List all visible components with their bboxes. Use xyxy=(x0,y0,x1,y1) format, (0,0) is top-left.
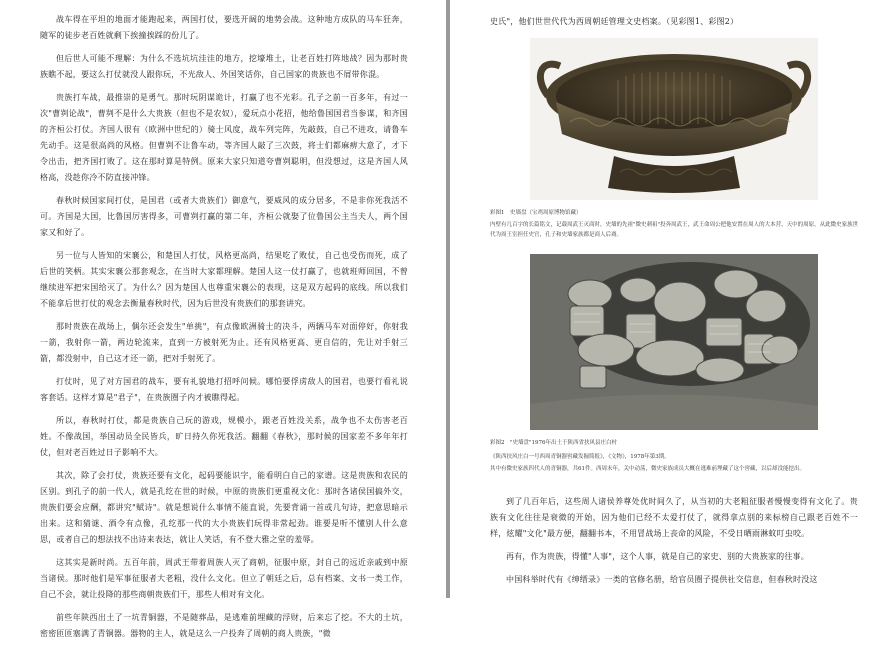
paragraph: 到了几百年后，这些周人诸侯养尊处优时间久了，从当初的大老粗征服者慢慢变得有文化了。贵族有文化往往是衰微的开始，因为他们已经不太爱打仗了，就得拿点别的来标榜自己跟老百姓不一样，炫耀"文化"最方便，翻翻书本，不用冒战场上丧命的风险，不受日晒雨淋蚊叮虫咬。 xyxy=(490,497,858,538)
paragraph: 那时贵族在战场上，偶尔还会发生"单挑"，有点像欧洲骑士的决斗，两辆马车对面停好，你射我一箭，我射你一箭，两边轮流来，直到一方被射死为止。还有风格更高、更自信的，先让对手射三箭，都没射中，自己这才还一箭，把对手射死了。 xyxy=(40,322,408,363)
left-page xyxy=(0,0,446,638)
paragraph: 其次，除了会打仗，贵族还要有文化，起码要能识字，能看明白自己的家谱。这是贵族和农民的区别。到孔子的前一代人，就是孔纥在世的时候，中原的贵族们更重视文化：那时各诸侯国搞外交，贵族们要会应酬，都讲究"赋诗"。就是想说什么事情不能直说，先要背诵一首或几句诗，把意思暗示出来。这和猜谜、酒令有点像，孔纥那一代的大小贵族们玩得非常起劲。谁要是听不懂别人什么意思，或者自己的想法找不出诗来表达，就让人笑话，有不登大雅之堂的羞辱。 xyxy=(40,471,408,544)
paragraph: 中国科举时代有《绅缙录》一类的官修名册，给官员圈子提供社交信息，但春秋时没这 xyxy=(506,575,818,584)
paragraph: 战车得在平坦的地面才能跑起来，两国打仗，要选开阔的地势会战。这种地方成队的马车狂奔，随军的徒步老百姓就剩下挨撞挨踩的份儿了。 xyxy=(40,15,408,40)
paragraph: 这其实是新时尚。五百年前，周武王带着周族人灭了商朝，征服中原，封自己的远近亲戚到中原当诸侯。那时他们是军事征服者大老粗，没什么文化。但立了朝廷之后，总有档案、文书一类工作，自己不会，就让投降的那些商朝贵族们干，那些人相对有文化。 xyxy=(40,558,408,599)
paragraph: 史氏"，他们世世代代为西周朝廷管理文史档案。（见彩图1、彩图2） xyxy=(490,17,739,26)
right-page-top-text xyxy=(490,14,858,37)
excavation-pit-photo xyxy=(530,254,818,430)
paragraph: 贵族打车战，最推崇的是勇气。那时玩阴谋诡计，打赢了也不光彩。孔子之前一百多年，有过一次"曹刿论战"，曹刿不是什么大贵族（但也不是农奴），爱玩点小花招，他给鲁国国君当参谋，和齐国的齐桓公打仗。齐国人很有（欧洲中世纪的）骑士风度，战车列完阵，先敲鼓，自己不进攻，请鲁车先动手。这是很高尚的风格。但曹刿不让鲁车动，等齐国人敲了三次鼓，将士们都麻痹大意了，才下令出击，把齐国打败了。这在那时算是特例。原来大家只知道夸曹刿聪明，但没想过，这是齐国人风格高，没趁你冷不防直接冲锋。 xyxy=(40,93,408,182)
paragraph: 但后世人可能不理解：为什么不选坑坑洼洼的地方，挖壕堆土，让老百姓打阵地战？因为那时贵族瞧不起，要这么打仗就没人跟你玩，不光敌人、外国笑话你，自己国家的贵族也不屑带你混。 xyxy=(40,54,408,79)
figure-1-caption-title: 彩图1 史墙盘（宝鸡周原博物馆藏） xyxy=(490,210,582,216)
paragraph: 所以，春秋时打仗，都是贵族自己玩的游戏，规模小，跟老百姓没关系，战争也不太伤害老百姓。不像战国，举国动员全民皆兵，旷日持久你死我活。翻翻《春秋》，那时候的国家差不多年年打仗，但对老百姓过日子影响不大。 xyxy=(40,416,408,457)
bronze-vessel-photo xyxy=(530,38,818,200)
paragraph: 另一位与人皆知的宋襄公，和楚国人打仗，风格更高尚，结果吃了败仗，自己也受伤而死，成了后世的笑柄。其实宋襄公那套观念，在当时大家都理解。楚国人这一仗打赢了，也就班师回国，不曾继续进军把宋国给灭了。为什么？因为楚国人也尊重宋襄公的表现，这是双方起码的底线。所以我们不能拿后世打仗的观念去衡量春秋时代，因为后世没有贵族们的那套讲究。 xyxy=(40,251,408,308)
paragraph: 春秋时候国家间打仗，是国君（或者大贵族们）御意气，要威风的成分居多，不是非你死我活不可。齐国是大国，比鲁国厉害得多，可曹刿打赢的第二年，齐桓公就娶了位鲁国公主当夫人，两个国家又和好了。 xyxy=(40,196,408,237)
figure-2-caption-body: 其中有微史家族四代人的青铜器，共61件。西周末年，关中动荡，微史家族成员大概在逃难前埋藏了这个窖藏，以后却没能挖出。 xyxy=(490,466,806,472)
figure-2-caption-source: 《陕西扶风庄白一号西周青铜器窖藏发掘简报》，《文物》，1978年第3期。 xyxy=(490,454,670,460)
right-page xyxy=(450,0,896,598)
left-page-text xyxy=(40,12,408,649)
paragraph: 再有，作为贵族，得懂"人事"，这个人事，就是自己的家史、别的大贵族家的往事。 xyxy=(506,552,809,561)
paragraph: 前些年陕西出土了一坑青铜器，不是随葬品，是逃难前埋藏的浮财，后来忘了挖。不大的土坑，密密匝匝塞满了青铜器。器物的主人，就是这么一户投奔了周朝的商人贵族，"微 xyxy=(40,613,408,638)
figure-1-caption-body: 内壁有几百字的长篇铭文，记载周武王灭商时，史墙的先祖"微史刺祖"投奔周武王，武王命周公把他安置在周人的大本营，天中的周原。从此微史家族世代为周王室担任史官，孔子和史墙家族都是商人后裔。 xyxy=(490,222,859,238)
figure-2-caption-title: 彩图2 "史墙盘"1976年出土于陕西省扶风县庄白村 xyxy=(490,440,618,446)
paragraph: 打仗时，见了对方国君的战车，要有礼貌地打招呼问候。哪怕要俘虏敌人的国君，也要行看礼说客套话。这样才算是"君子"，在贵族圈子内才被瞧得起。 xyxy=(40,377,408,402)
right-page-bottom-text xyxy=(490,494,858,595)
